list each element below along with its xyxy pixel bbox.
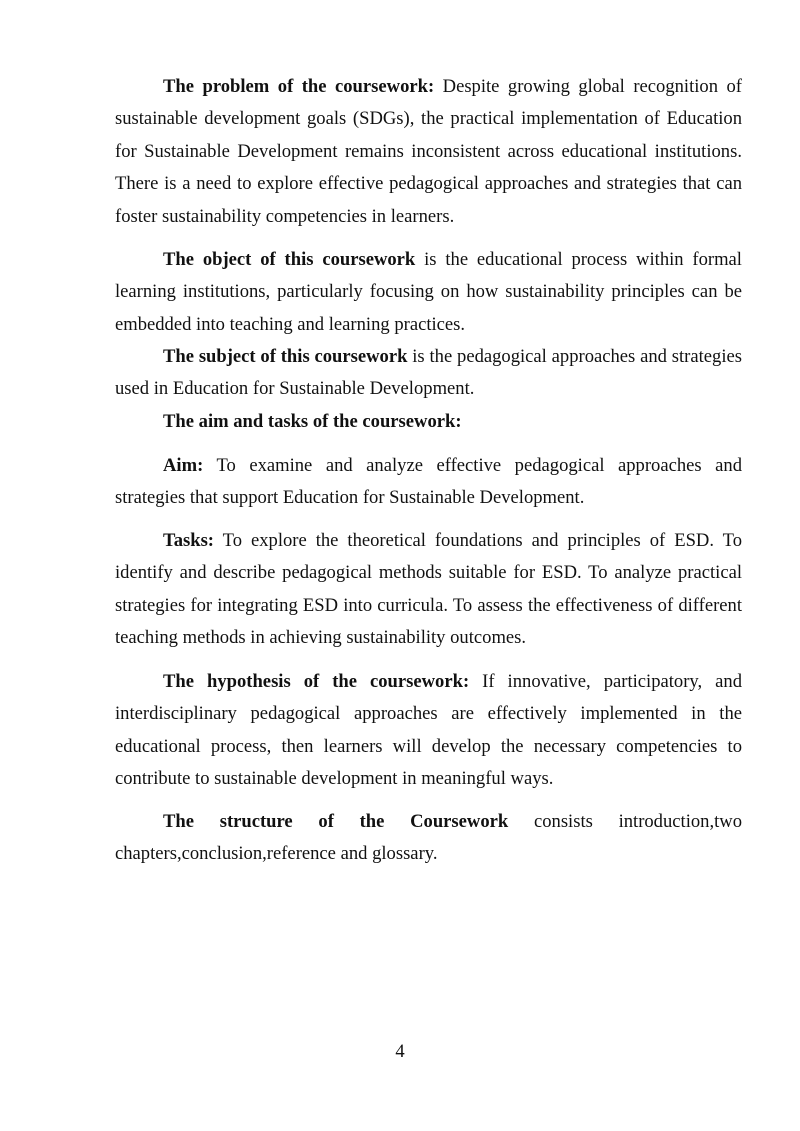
object-text: is the educational process within formal learning institutions, particularly focusing on how sustainability principles can be embedded into teaching and learning practices.	[115, 249, 742, 335]
hypothesis-label: The hypothesis of the coursework:	[163, 671, 470, 692]
hypothesis-paragraph	[115, 666, 742, 796]
aim-label: Aim:	[163, 455, 204, 476]
object-label: The object of this coursework	[163, 249, 416, 270]
aim-paragraph	[115, 450, 742, 515]
object-paragraph	[115, 244, 742, 341]
page-number: 4	[395, 1041, 405, 1062]
subject-text: is the pedagogical approaches and strategies used in Education for Sustainable Development.	[115, 346, 742, 400]
tasks-paragraph	[115, 525, 742, 655]
hypothesis-text: If innovative, participatory, and interdisciplinary pedagogical approaches are effectively implemented in the educational process, then learners will develop the necessary competencies to contribute to sustainable development in meaningful ways.	[115, 671, 742, 790]
problem-text: Despite growing global recognition of sustainable development goals (SDGs), the practical implementation of Education for Sustainable Development remains inconsistent across educational institutions. There is a need to explore effective pedagogical approaches and strategies that can foster sustainability competencies in learners.	[115, 76, 742, 227]
subject-label: The subject of this coursework	[163, 346, 408, 367]
tasks-text: To explore the theoretical foundations and principles of ESD. To identify and describe pedagogical methods suitable for ESD. To analyze practical strategies for integrating ESD into curricula. To assess the effectiveness of different teaching methods in achieving sustainability outcomes.	[115, 530, 742, 649]
structure-text: consists introduction,two chapters,conclusion,reference and glossary.	[115, 811, 742, 865]
subject-paragraph	[115, 341, 742, 406]
structure-label: The structure of the Coursework	[163, 811, 509, 832]
problem-label: The problem of the coursework:	[163, 76, 435, 97]
aim-tasks-heading: The aim and tasks of the coursework:	[163, 411, 462, 432]
tasks-label: Tasks:	[163, 530, 214, 551]
structure-paragraph	[115, 806, 742, 871]
problem-paragraph	[115, 71, 742, 233]
aim-text: To examine and analyze effective pedagogical approaches and strategies that support Education for Sustainable Development.	[115, 455, 742, 509]
